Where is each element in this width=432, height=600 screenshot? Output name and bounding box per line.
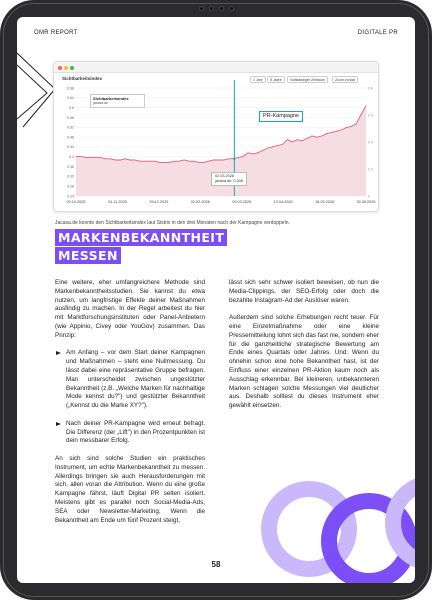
data-point bbox=[316, 137, 317, 138]
section-heading bbox=[55, 229, 225, 265]
data-point bbox=[159, 162, 160, 163]
figure-caption: Jacasa.de konnte den Sichtbarkeitsindex laut Sistrix in den drei Monaten nach der Kampagne verdoppeln. bbox=[55, 220, 290, 226]
data-point bbox=[331, 132, 332, 133]
data-point bbox=[100, 157, 101, 158]
x-tick-label: 20.10.2025 bbox=[66, 200, 86, 204]
bullet-item: Nach deiner PR-Kampagne wird erneut befragt. Die Differenz (der „Lift") in den Prozentpunkten ist dein messbarer Erfolg. bbox=[55, 420, 205, 446]
data-point bbox=[130, 160, 131, 161]
y-tick-label-right: 0.6 bbox=[368, 113, 373, 118]
data-point bbox=[144, 161, 145, 162]
data-point bbox=[311, 136, 312, 137]
data-point bbox=[169, 162, 170, 163]
data-point bbox=[223, 160, 224, 161]
data-point bbox=[336, 131, 337, 132]
bullet-list bbox=[55, 349, 205, 446]
data-point bbox=[149, 161, 150, 162]
body-column-right bbox=[229, 279, 379, 420]
x-tick-label: 13.04.2026 bbox=[273, 200, 293, 204]
range-full-button[interactable]: Vollständiger Zeitraum bbox=[287, 76, 328, 83]
data-point bbox=[76, 156, 77, 157]
x-tick-label: 29.12.2025 bbox=[149, 200, 169, 204]
x-tick-label: 09.03.2026 bbox=[232, 200, 252, 204]
chart-legend bbox=[90, 94, 145, 108]
data-point bbox=[125, 158, 126, 159]
data-point bbox=[292, 142, 293, 143]
page-number: 58 bbox=[211, 560, 221, 569]
data-point bbox=[80, 156, 81, 157]
data-point bbox=[252, 154, 253, 155]
data-point bbox=[248, 152, 249, 153]
data-point bbox=[282, 144, 283, 145]
body-column-left bbox=[55, 279, 205, 534]
data-point bbox=[105, 158, 106, 159]
data-point bbox=[228, 158, 229, 159]
data-point bbox=[287, 139, 288, 140]
data-point bbox=[341, 130, 342, 131]
paragraph: An sich sind solche Studien ein praktisches Instrument, um echte Markenbekanntheit zu messen. Allerdings bringen sie auch Herausforderungen mit sich, allen voran die Attribution. Wenn du eine große Kampagne fährst, läuft Digital PR selten isoliert. Meistens gibt es parallel noch Social-Media-Ads, SEA oder Newsletter-Marketing. Wenn die Bekanntheit am Ende um fünf Prozent steigt, bbox=[55, 454, 205, 524]
chart-title: Sichtbarkeitsindex bbox=[62, 76, 103, 81]
y-tick-label: 0.52 bbox=[67, 125, 74, 130]
header-section: DIGITALE PR bbox=[357, 30, 398, 36]
y-tick-label: 0.6 bbox=[69, 105, 74, 110]
data-point bbox=[346, 127, 347, 128]
data-point bbox=[154, 161, 155, 162]
data-point bbox=[115, 160, 116, 161]
data-point bbox=[203, 162, 204, 163]
legend-title: Sichtbarkeitsindex bbox=[93, 96, 129, 101]
data-point bbox=[356, 124, 357, 125]
data-point bbox=[90, 157, 91, 158]
y-tick-label: 0.24 bbox=[67, 194, 74, 199]
data-point bbox=[184, 160, 185, 161]
data-point bbox=[134, 160, 135, 161]
y-tick-label: 0.68 bbox=[67, 86, 74, 91]
chart-plot bbox=[54, 62, 379, 212]
data-point bbox=[361, 114, 362, 115]
data-point bbox=[110, 158, 111, 159]
zoom-reset-button[interactable]: Zoom zurück bbox=[332, 76, 358, 83]
y-tick-label-right: 0 bbox=[368, 194, 370, 199]
pr-campaign-point bbox=[233, 158, 235, 160]
y-tick-label-right: 0.4 bbox=[368, 140, 373, 145]
y-tick-label: 0.4 bbox=[69, 155, 74, 160]
data-point bbox=[307, 138, 308, 139]
y-tick-label: 0.56 bbox=[67, 115, 74, 120]
data-point bbox=[351, 126, 352, 127]
paragraph: lässt sich sehr schwer isoliert beweisen, ob nun die Media-Clippings, der SEO-Erfolg oder doch die bezahlte Instagram-Ad der Auslöser waren. bbox=[229, 279, 379, 304]
chart-tooltip bbox=[211, 172, 247, 186]
data-point bbox=[218, 160, 219, 161]
data-point bbox=[174, 161, 175, 162]
data-point bbox=[213, 160, 214, 161]
y-tick-label: 0.32 bbox=[67, 174, 74, 179]
data-point bbox=[139, 161, 140, 162]
y-tick-label: 0.48 bbox=[67, 135, 74, 140]
tooltip-value: jacasa.de: 0,308 bbox=[215, 179, 243, 183]
data-point bbox=[262, 150, 263, 151]
x-tick-label: 18.05.2026 bbox=[315, 200, 335, 204]
legend-domain: jacasa.de bbox=[93, 101, 108, 105]
y-tick-label-right: 0.8 bbox=[368, 86, 373, 91]
bullet-item: Am Anfang – vor dem Start deiner Kampagnen und Maßnahmen – steht eine Nullmessung. Du lässt dabei eine repräsentative Gruppe befragen. Man unterscheidet zwischen ungestützter Bekanntheit (z.B. „Welche Marken für nachhaltige Mode kennst du?") und gestützter Bekanntheit („Kennst du die Marke XY?"). bbox=[55, 349, 205, 411]
camera-sensors bbox=[176, 4, 256, 12]
data-point bbox=[179, 161, 180, 162]
data-point bbox=[297, 139, 298, 140]
y-tick-label: 0.44 bbox=[67, 145, 74, 150]
data-point bbox=[198, 162, 199, 163]
range-5y-button[interactable]: 5 Jahre bbox=[267, 76, 285, 83]
paragraph: Außerdem sind solche Erhebungen recht teuer. Für eine Einzelmaßnahme oder eine kleine Pressemitteilung lohnt sich das fast nie, sondern eher für die ganzheitliche strategische Bewertung am Ende eines Quartals oder Jahres. Und: Wenn du ohnehin schon eine hohe Bekanntheit hast, ist der Einfluss einer einzelnen PR-Aktion kaum noch als Ausschlag erkennbar. Bei kleineren, unbekannteren Marken schlagen solche Messungen viel deutlicher aus. Deshalb solltest du dieses Instrument eher gewählt einsetzen. bbox=[229, 314, 379, 410]
range-1y-button[interactable]: 1 Jahr bbox=[250, 76, 266, 83]
data-point bbox=[189, 161, 190, 162]
data-point bbox=[267, 148, 268, 149]
heading-line-1: MARKENBEKANNTHEIT bbox=[55, 229, 227, 246]
data-point bbox=[277, 145, 278, 146]
pr-campaign-label: PR-Kampagne bbox=[259, 111, 303, 122]
tooltip-date: 02.03.2026 bbox=[215, 174, 235, 178]
data-point bbox=[85, 157, 86, 158]
y-tick-label: 0.36 bbox=[67, 164, 74, 169]
data-point bbox=[326, 133, 327, 134]
paragraph: Eine weitere, eher umfangreichere Methode sind Markenbekanntheitsstudien. Sie kannst du etwa nutzen, um langfristige Effekte deiner Maßnahmen ausfindig zu machen. In der Regel arbeitest du hier mit Marktforschungsinstituten oder Panel-Anbietern (wie Appinio, Civey oder YouGov) zusammen. Das Prinzip: bbox=[55, 279, 205, 339]
data-point bbox=[272, 146, 273, 147]
page-screen[interactable] bbox=[17, 17, 415, 583]
data-point bbox=[208, 161, 209, 162]
y-tick-label: 0.28 bbox=[67, 184, 74, 189]
data-point bbox=[238, 157, 239, 158]
y-tick-label: 0.64 bbox=[67, 96, 74, 101]
x-tick-label: 30.06.2026 bbox=[356, 200, 376, 204]
data-point bbox=[302, 140, 303, 141]
data-point bbox=[366, 106, 367, 107]
x-tick-label: 02.02.2026 bbox=[190, 200, 210, 204]
chart-screenshot bbox=[53, 61, 379, 212]
data-point bbox=[120, 160, 121, 161]
x-tick-label: 24.11.2025 bbox=[108, 200, 127, 204]
data-point bbox=[257, 152, 258, 153]
data-point bbox=[193, 161, 194, 162]
header-publication: OMR REPORT bbox=[34, 30, 78, 36]
heading-line-2: MESSEN bbox=[55, 247, 121, 264]
data-point bbox=[321, 136, 322, 137]
y-tick-label-right: 0.2 bbox=[368, 167, 373, 172]
data-point bbox=[164, 162, 165, 163]
data-point bbox=[95, 157, 96, 158]
data-point bbox=[243, 156, 244, 157]
